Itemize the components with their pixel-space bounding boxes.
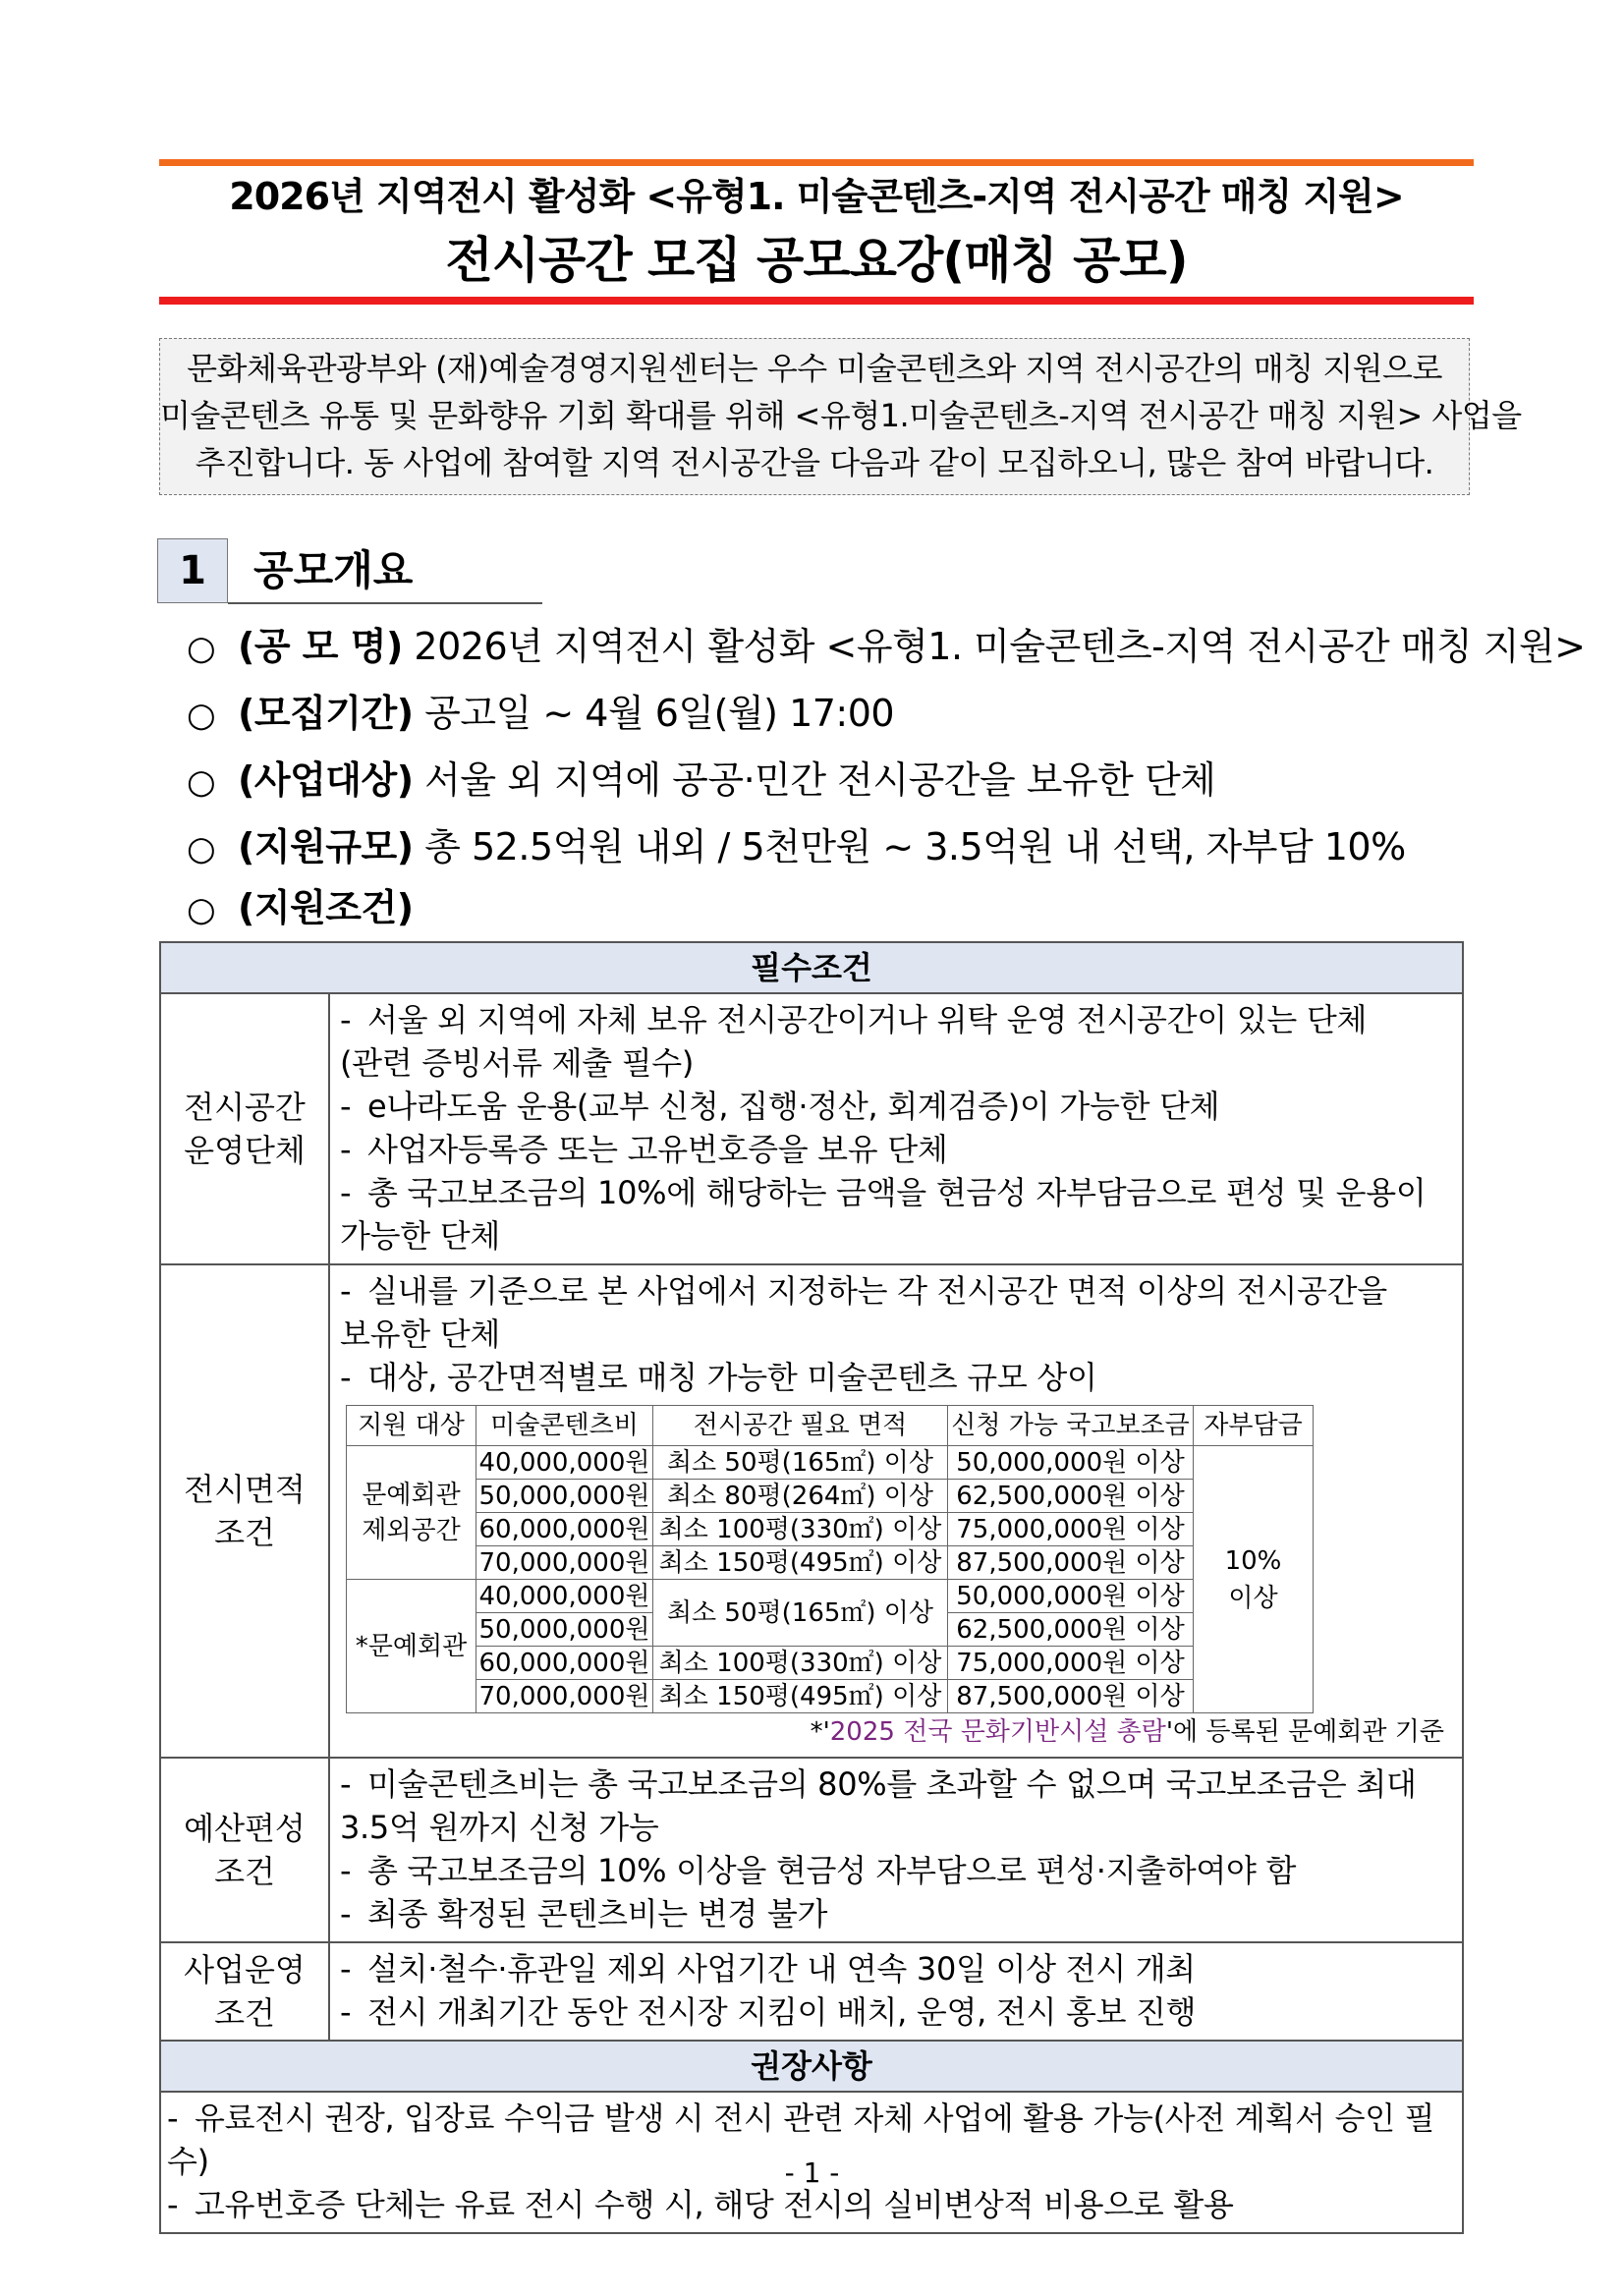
condition-item bbox=[340, 1849, 1452, 1892]
dash-marker: - bbox=[167, 2100, 179, 2137]
bullet-conditions bbox=[187, 878, 414, 939]
condition-item bbox=[340, 1128, 1452, 1171]
area-matching-table bbox=[346, 1405, 1314, 1713]
bullet-value: 서울 외 지역에 공공·민간 전시공간을 보유한 단체 bbox=[424, 758, 1216, 802]
bullet-contest-name bbox=[187, 617, 1586, 678]
table-cell: 최소 150평(495㎡) 이상 bbox=[653, 1546, 948, 1580]
dash-marker: - bbox=[340, 1001, 352, 1038]
table-cell: 87,500,000원 이상 bbox=[948, 1546, 1194, 1580]
table-cell: 50,000,000원 bbox=[476, 1613, 653, 1647]
bullet-circle-icon: ○ bbox=[187, 762, 216, 802]
condition-text: 대상, 공간면적별로 매칭 가능한 미술콘텐츠 규모 상이 bbox=[367, 1359, 1097, 1396]
page-number: - 1 - bbox=[784, 2156, 840, 2189]
recommended-text: 유료전시 권장, 입장료 수익금 발생 시 전시 관련 자체 사업에 활용 가능(사전 계획서 승인 필수) bbox=[167, 2100, 1435, 2180]
condition-text: 최종 확정된 콘텐츠비는 변경 불가 bbox=[367, 1895, 828, 1932]
operation-category bbox=[160, 1942, 329, 2041]
intro-line: 문화체육관광부와 (재)예술경영지원센터는 우수 미술콘텐츠와 지역 전시공간의 매칭 지원으로 bbox=[187, 350, 1442, 387]
group-label-line: 제외공간 bbox=[362, 1515, 461, 1545]
condition-item bbox=[340, 998, 1452, 1041]
bullet-circle-icon: ○ bbox=[187, 696, 216, 735]
bullet-circle-icon: ○ bbox=[187, 629, 216, 668]
intro-line: 추진합니다. 동 사업에 참여할 지역 전시공간을 다음과 같이 모집하오니, 많은 참여 바랍니다. bbox=[195, 444, 1434, 481]
table-cell: 62,500,000원 이상 bbox=[948, 1480, 1194, 1513]
table-cell: 50,000,000원 이상 bbox=[948, 1580, 1194, 1613]
conditions-table bbox=[159, 941, 1464, 2234]
table-cell: 50,000,000원 bbox=[476, 1480, 653, 1513]
bullet-label: (지원규모) bbox=[238, 825, 414, 868]
bullet-circle-icon: ○ bbox=[187, 829, 216, 868]
condition-item bbox=[340, 1947, 1452, 1990]
document-title-line1: 2026년 지역전시 활성화 <유형1. 미술콘텐츠-지역 전시공간 매칭 지원> bbox=[229, 175, 1404, 218]
required-conditions-header: 필수조건 bbox=[160, 942, 1463, 993]
dash-marker: - bbox=[340, 1174, 352, 1211]
bullet-value: 공고일 ~ 4월 6일(월) 17:00 bbox=[424, 692, 895, 735]
table-cell: 40,000,000원 bbox=[476, 1580, 653, 1613]
group-label-line: 문예회관 bbox=[362, 1480, 461, 1510]
dash-marker: - bbox=[340, 1088, 352, 1125]
condition-continuation: 가능한 단체 bbox=[340, 1217, 500, 1255]
bullet-label: (모집기간) bbox=[238, 692, 414, 735]
condition-text: 미술콘텐츠비는 총 국고보조금의 80%를 초과할 수 없으며 국고보조금은 최대 bbox=[367, 1765, 1417, 1803]
condition-continuation: 3.5억 원까지 신청 가능 bbox=[340, 1809, 659, 1846]
table-cell: 50,000,000원 이상 bbox=[948, 1446, 1194, 1480]
table-cell: 최소 50평(165㎡) 이상 bbox=[653, 1580, 948, 1647]
condition-item bbox=[340, 1171, 1452, 1214]
table-cell: 70,000,000원 bbox=[476, 1680, 653, 1713]
inner-header: 자부담금 bbox=[1194, 1406, 1314, 1446]
inner-header: 지원 대상 bbox=[347, 1406, 476, 1446]
condition-text: 사업자등록증 또는 고유번호증을 보유 단체 bbox=[367, 1131, 948, 1168]
category-label: 전시면적 bbox=[184, 1471, 306, 1508]
area-category bbox=[160, 1264, 329, 1758]
group-label bbox=[347, 1446, 476, 1580]
self-pay-line: 10% bbox=[1224, 1545, 1282, 1576]
recommended-text: 고유번호증 단체는 유료 전시 수행 시, 해당 전시의 실비변상적 비용으로 활용 bbox=[195, 2186, 1234, 2223]
condition-text: 실내를 기준으로 본 사업에서 지정하는 각 전시공간 면적 이상의 전시공간을 bbox=[367, 1272, 1387, 1310]
inner-header: 미술콘텐츠비 bbox=[476, 1406, 653, 1446]
category-label: 예산편성 bbox=[184, 1810, 306, 1847]
condition-text: 전시 개최기간 동안 전시장 지킴이 배치, 운영, 전시 홍보 진행 bbox=[367, 1993, 1197, 2031]
condition-text: 총 국고보조금의 10%에 해당하는 금액을 현금성 자부담금으로 편성 및 운용이 bbox=[367, 1174, 1427, 1211]
intro-box bbox=[159, 338, 1522, 495]
group-label: *문예회관 bbox=[347, 1580, 476, 1713]
category-label: 조건 bbox=[214, 1514, 275, 1551]
category-label: 운영단체 bbox=[184, 1132, 306, 1169]
condition-text: 설치·철수·휴관일 제외 사업기간 내 연속 30일 이상 전시 개최 bbox=[367, 1950, 1196, 1988]
table-cell: 40,000,000원 bbox=[476, 1446, 653, 1480]
table-cell: 최소 80평(264㎡) 이상 bbox=[653, 1480, 948, 1513]
title-bottom-rule bbox=[159, 297, 1474, 305]
condition-item bbox=[340, 1085, 1452, 1128]
intro-line: 미술콘텐츠 유통 및 문화향유 기회 확대를 위해 <유형1.미술콘텐츠-지역 전시공간 매칭 지원> 사업을 bbox=[160, 397, 1522, 434]
category-label: 전시공간 bbox=[184, 1089, 306, 1126]
condition-text: 총 국고보조금의 10% 이상을 현금성 자부담으로 편성·지출하여야 함 bbox=[367, 1852, 1297, 1889]
self-pay-cell bbox=[1194, 1446, 1314, 1713]
inner-header: 전시공간 필요 면적 bbox=[653, 1406, 948, 1446]
bullet-value: 2026년 지역전시 활성화 <유형1. 미술콘텐츠-지역 전시공간 매칭 지원> bbox=[414, 625, 1586, 668]
title-top-rule bbox=[159, 159, 1474, 166]
table-cell: 최소 100평(330㎡) 이상 bbox=[653, 1513, 948, 1546]
condition-item bbox=[340, 1763, 1452, 1806]
condition-text: e나라도움 운용(교부 신청, 집행·정산, 회계검증)이 가능한 단체 bbox=[367, 1088, 1220, 1125]
budget-category bbox=[160, 1758, 329, 1942]
dash-marker: - bbox=[340, 1765, 352, 1803]
table-cell: 최소 150평(495㎡) 이상 bbox=[653, 1680, 948, 1713]
inner-header: 신청 가능 국고보조금 bbox=[948, 1406, 1194, 1446]
budget-conditions bbox=[329, 1758, 1463, 1942]
bullet-target bbox=[187, 751, 1215, 812]
section-number: 1 bbox=[157, 538, 228, 603]
condition-item bbox=[340, 1269, 1452, 1313]
self-pay-line: 이상 bbox=[1228, 1583, 1278, 1613]
condition-text: 서울 외 지역에 자체 보유 전시공간이거나 위탁 운영 전시공간이 있는 단체 bbox=[367, 1001, 1368, 1038]
category-label: 조건 bbox=[214, 1853, 275, 1890]
bullet-recruit-period bbox=[187, 684, 894, 745]
footnote-suffix: '에 등록된 문예회관 기준 bbox=[1165, 1717, 1444, 1747]
operation-conditions bbox=[329, 1942, 1463, 2041]
table-cell: 62,500,000원 이상 bbox=[948, 1613, 1194, 1647]
table-cell: 75,000,000원 이상 bbox=[948, 1513, 1194, 1546]
dash-marker: - bbox=[167, 2186, 179, 2223]
recommended-header: 권장사항 bbox=[160, 2041, 1463, 2092]
bullet-label: (지원조건) bbox=[238, 886, 414, 929]
bullet-circle-icon: ○ bbox=[187, 890, 216, 929]
footnote-highlight: 2025 전국 문화기반시설 총람 bbox=[829, 1717, 1166, 1747]
area-conditions bbox=[329, 1264, 1463, 1758]
condition-continuation: 보유한 단체 bbox=[340, 1316, 500, 1353]
condition-continuation: (관련 증빙서류 제출 필수) bbox=[340, 1044, 695, 1082]
dash-marker: - bbox=[340, 1895, 352, 1932]
table-cell: 60,000,000원 bbox=[476, 1647, 653, 1680]
dash-marker: - bbox=[340, 1993, 352, 2031]
operator-conditions bbox=[329, 993, 1463, 1264]
table-cell: 60,000,000원 bbox=[476, 1513, 653, 1546]
table-cell: 최소 100평(330㎡) 이상 bbox=[653, 1647, 948, 1680]
condition-item bbox=[340, 1892, 1452, 1935]
section-underline bbox=[228, 602, 542, 604]
dash-marker: - bbox=[340, 1272, 352, 1310]
footnote-prefix: *' bbox=[810, 1717, 830, 1747]
condition-item bbox=[340, 1356, 1452, 1399]
dash-marker: - bbox=[340, 1359, 352, 1396]
document-title-line2: 전시공간 모집 공모요강(매칭 공모) bbox=[445, 232, 1188, 289]
section-title: 공모개요 bbox=[253, 546, 414, 594]
operator-category bbox=[160, 993, 329, 1264]
bullet-value: 총 52.5억원 내외 / 5천만원 ~ 3.5억원 내 선택, 자부담 10% bbox=[424, 825, 1406, 868]
dash-marker: - bbox=[340, 1950, 352, 1988]
bullet-scale bbox=[187, 817, 1406, 878]
category-label: 조건 bbox=[214, 1994, 275, 2032]
bullet-label: (공 모 명) bbox=[238, 625, 403, 668]
condition-item bbox=[340, 1990, 1452, 2034]
table-cell: 70,000,000원 bbox=[476, 1546, 653, 1580]
table-cell: 87,500,000원 이상 bbox=[948, 1680, 1194, 1713]
bullet-label: (사업대상) bbox=[238, 758, 414, 802]
dash-marker: - bbox=[340, 1852, 352, 1889]
category-label: 사업운영 bbox=[184, 1951, 306, 1988]
dash-marker: - bbox=[340, 1131, 352, 1168]
table-cell: 최소 50평(165㎡) 이상 bbox=[653, 1446, 948, 1480]
table-footnote bbox=[340, 1713, 1452, 1751]
table-cell: 75,000,000원 이상 bbox=[948, 1647, 1194, 1680]
